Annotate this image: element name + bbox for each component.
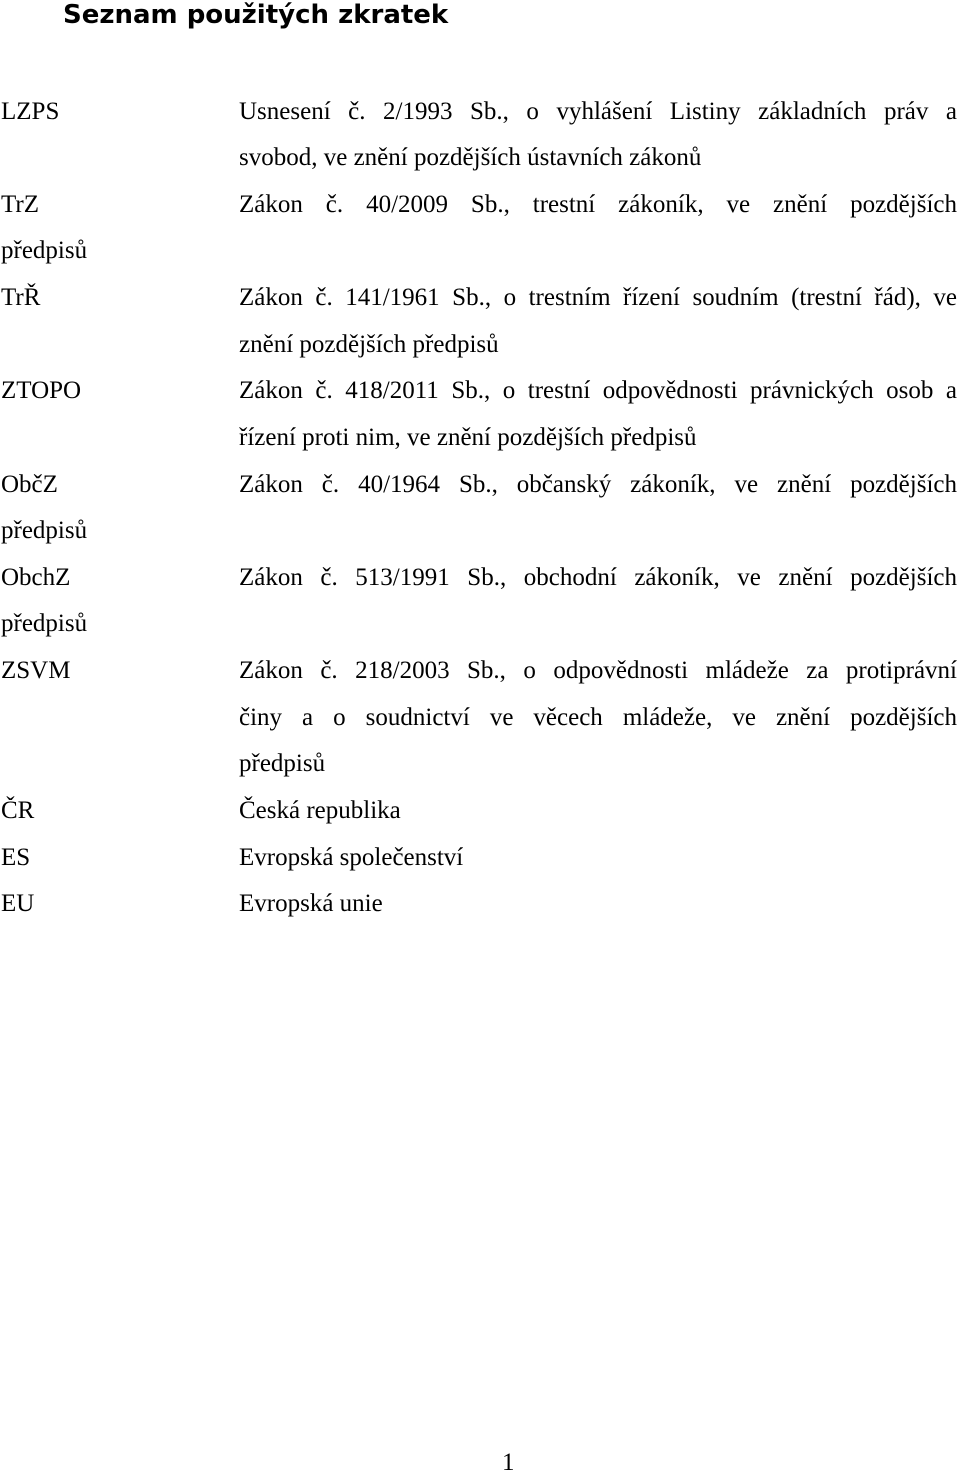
definition-obcz-line-1: Zákon č. 40/1964 Sb., občanský zákoník, ve znění pozdějších	[239, 471, 957, 498]
definition-obchz-line-1: Zákon č. 513/1991 Sb., obchodní zákoník, ve znění pozdějších	[239, 564, 957, 591]
page-title: Seznam použitých zkratek	[63, 0, 449, 30]
definition-zsvm-line-1: Zákon č. 218/2003 Sb., o odpovědnosti mládeže za protiprávní	[239, 657, 957, 684]
definition-zsvm-line-3: předpisů	[239, 750, 326, 777]
definition-trr-line-2: znění pozdějších předpisů	[239, 331, 499, 358]
definition-trz-wrap: předpisů	[1, 237, 88, 264]
definition-zsvm-line-2: činy a o soudnictví ve věcech mládeže, ve znění pozdějších	[239, 704, 957, 731]
definition-cr: Česká republika	[239, 797, 401, 824]
abbreviation-trz: TrZ	[1, 191, 39, 218]
definition-obcz-wrap: předpisů	[1, 517, 88, 544]
definition-es: Evropská společenství	[239, 844, 464, 871]
abbreviation-zsvm: ZSVM	[1, 657, 71, 684]
definition-trz-line-1: Zákon č. 40/2009 Sb., trestní zákoník, ve znění pozdějších	[239, 191, 957, 218]
definition-trr-line-1: Zákon č. 141/1961 Sb., o trestním řízení soudním (trestní řád), ve	[239, 284, 957, 311]
abbreviation-eu: EU	[1, 890, 35, 917]
abbreviation-cr: ČR	[1, 797, 35, 824]
definition-lzps-line-1: Usnesení č. 2/1993 Sb., o vyhlášení Listiny základních práv a	[239, 98, 957, 125]
definition-ztopo-line-2: řízení proti nim, ve znění pozdějších předpisů	[239, 424, 697, 451]
abbreviation-lzps: LZPS	[1, 98, 60, 125]
definition-obchz-wrap: předpisů	[1, 610, 88, 637]
page-number: 1	[502, 1449, 515, 1476]
abbreviation-ztopo: ZTOPO	[1, 377, 82, 404]
definition-ztopo-line-1: Zákon č. 418/2011 Sb., o trestní odpovědnosti právnických osob a	[239, 377, 957, 404]
definition-lzps-line-2: svobod, ve znění pozdějších ústavních zákonů	[239, 144, 702, 171]
abbreviation-obcz: ObčZ	[1, 471, 58, 498]
abbreviation-obchz: ObchZ	[1, 564, 71, 591]
abbreviation-trr: TrŘ	[1, 284, 41, 311]
definition-eu: Evropská unie	[239, 890, 383, 917]
abbreviation-es: ES	[1, 844, 31, 871]
